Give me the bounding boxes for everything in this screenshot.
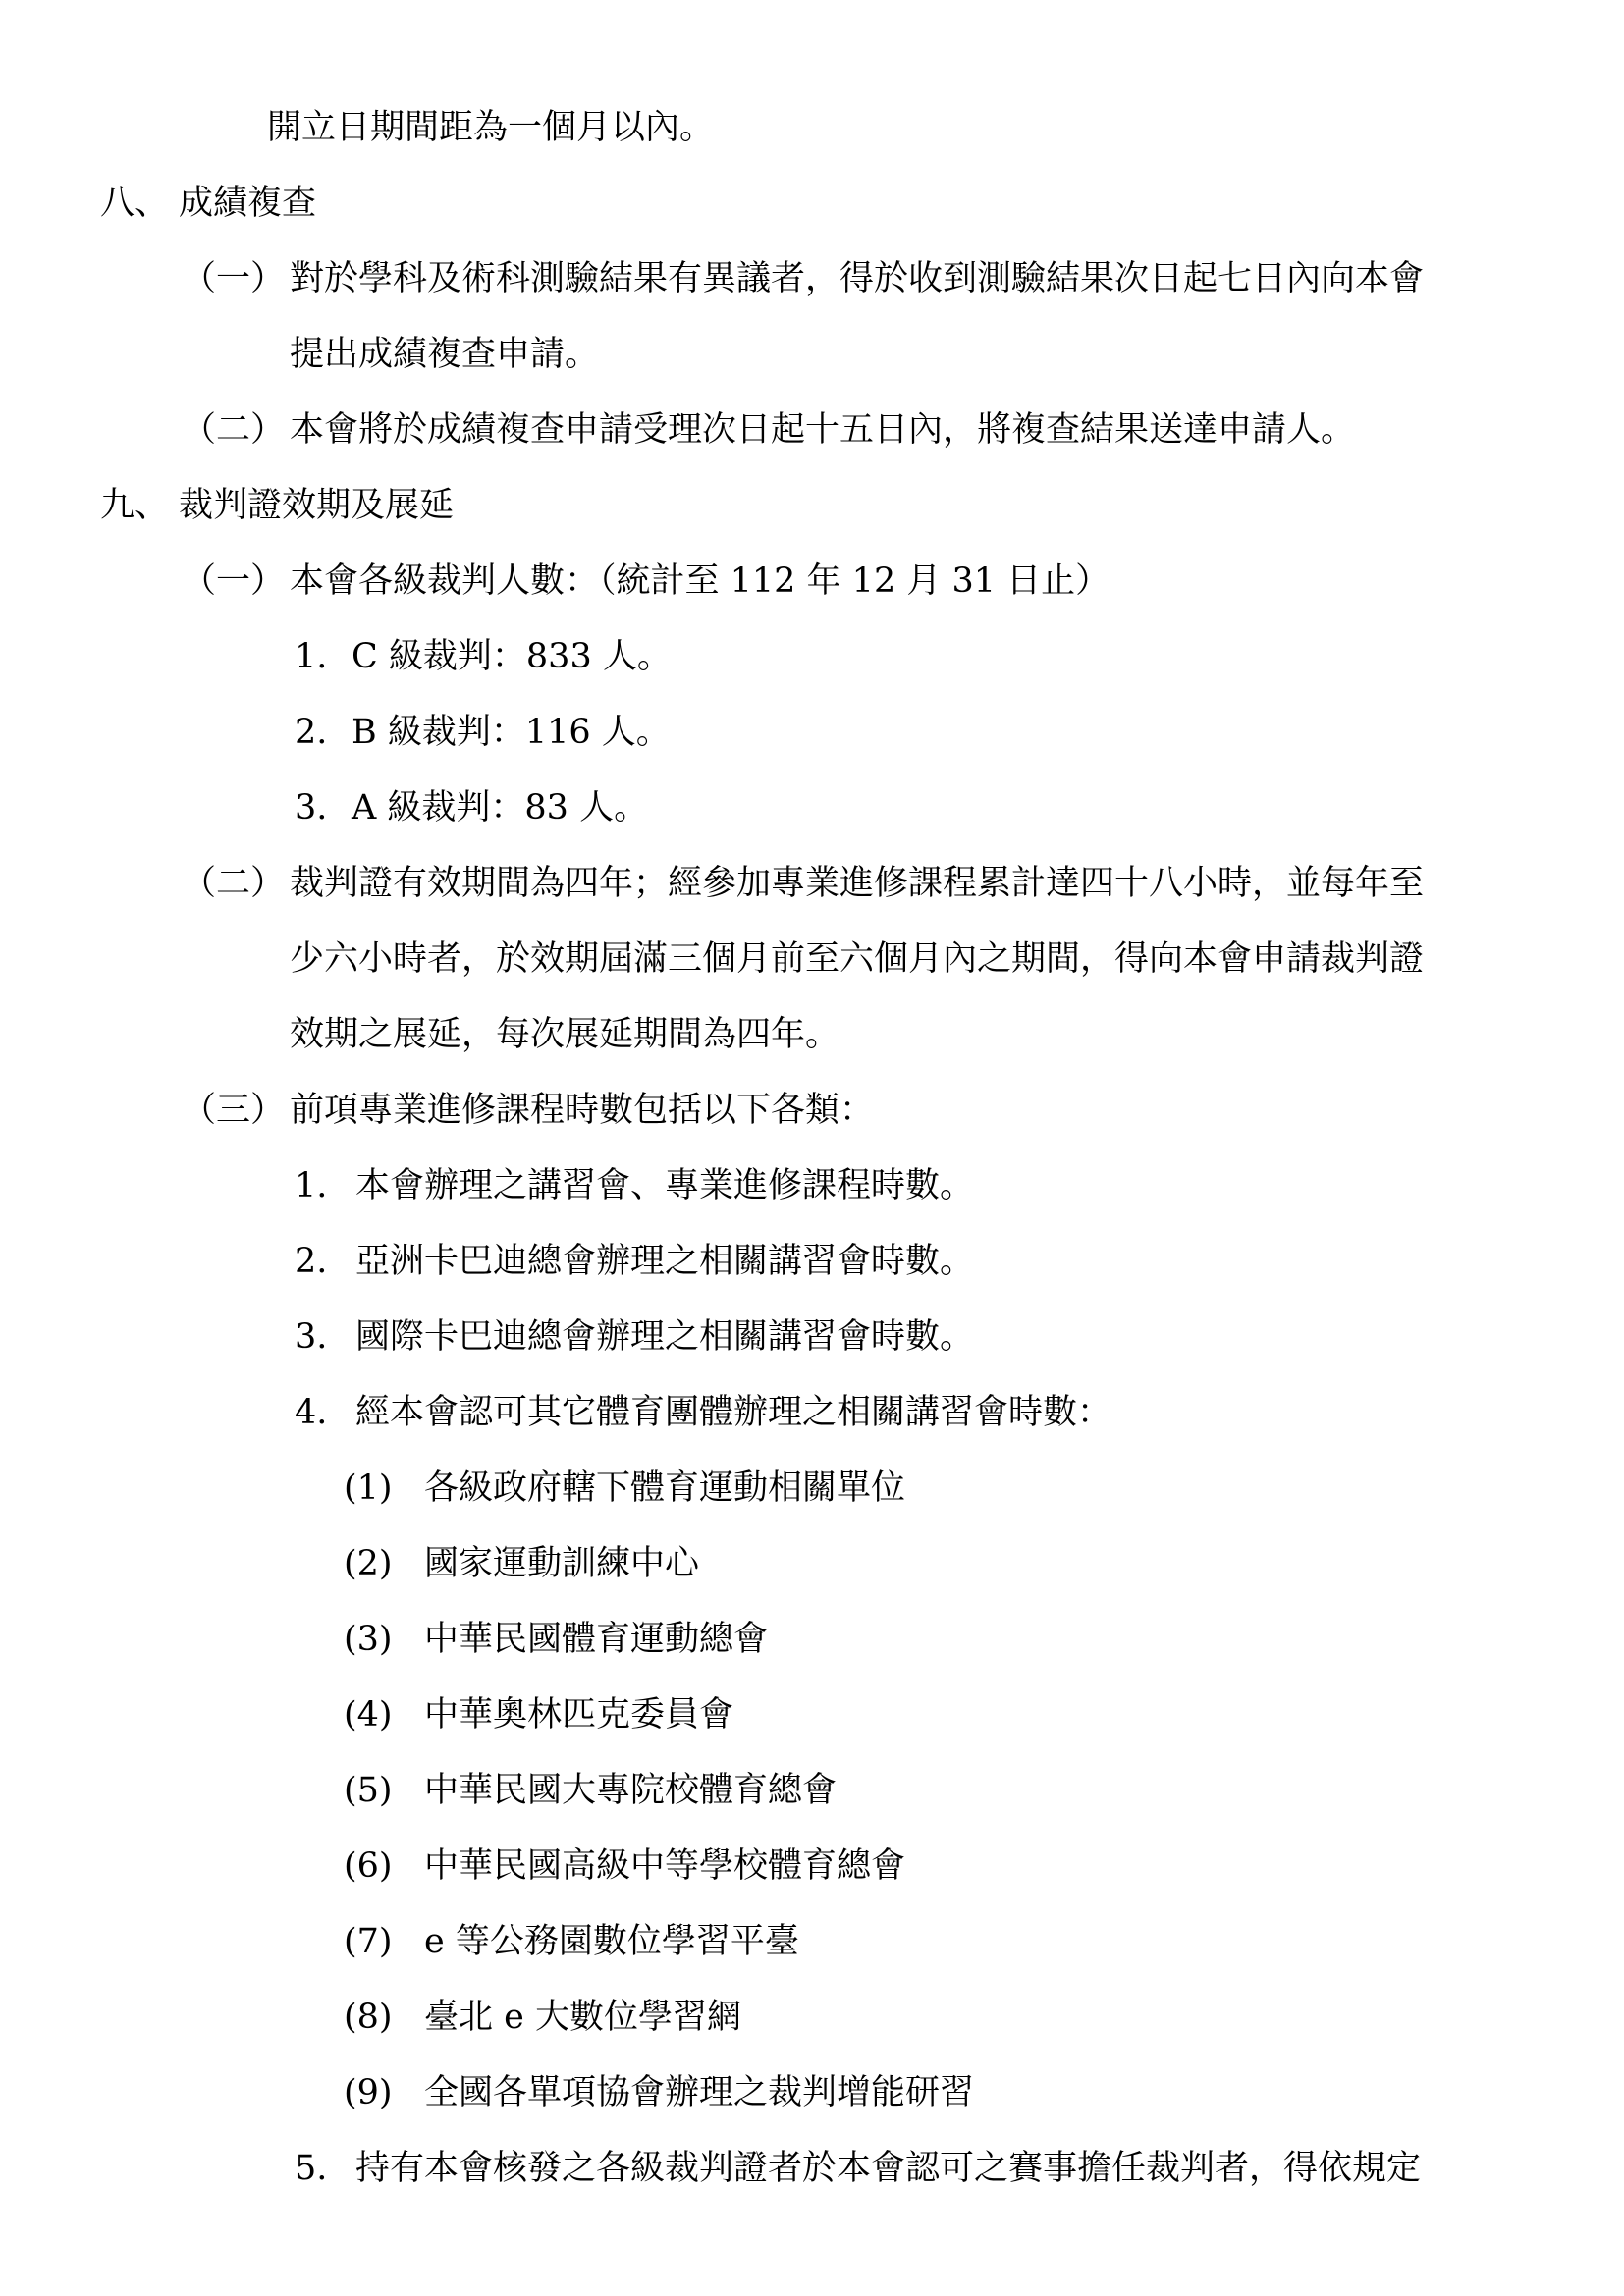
body-line-continuation: [290, 937, 1424, 981]
list-text: 經本會認可其它體育團體辦理之相關講習會時數：: [355, 1393, 1112, 1432]
list-number: 3.: [295, 1317, 328, 1357]
line-text: 開立日期間距為一個月以內。: [267, 108, 715, 147]
sub-list-item: [344, 1693, 733, 1736]
section-label: 八、: [100, 184, 170, 223]
sub-list-number: (5): [344, 1771, 393, 1810]
body-line-continuation: [267, 106, 714, 149]
clause-text: 前項專業進修課程時數包括以下各類：: [290, 1091, 875, 1130]
sub-list-number: (3): [344, 1620, 393, 1659]
body-line-continuation: [290, 333, 599, 376]
section-heading-8: [100, 182, 316, 225]
list-item: [295, 2147, 1421, 2190]
list-number: 2.: [295, 1242, 328, 1281]
sub-list-item: [344, 1618, 768, 1661]
list-item: [295, 786, 648, 829]
section-title: 成績複查: [179, 184, 317, 223]
sub-list-number: (2): [344, 1544, 393, 1583]
sub-list-item: [344, 1467, 905, 1510]
list-number: 5.: [295, 2149, 328, 2188]
clause-item: [182, 1089, 874, 1132]
sub-list-item: [344, 2071, 974, 2114]
list-item: [295, 1240, 974, 1283]
clause-text: 裁判證有效期間為四年；經參加專業進修課程累計達四十八小時，並每年至: [290, 864, 1425, 903]
list-text: C 級裁判：833 人。: [352, 637, 672, 676]
list-text: B 級裁判：116 人。: [352, 713, 671, 752]
sub-list-text: e 等公務園數位學習平臺: [424, 1922, 799, 1961]
clause-label: （一）: [182, 561, 286, 601]
list-text: 亞洲卡巴迪總會辦理之相關講習會時數。: [355, 1242, 975, 1281]
sub-list-item: [344, 1996, 741, 2039]
list-number: 3.: [295, 788, 328, 828]
list-item: [295, 1391, 1111, 1434]
list-text: 本會辦理之講習會、專業進修課程時數。: [355, 1166, 975, 1205]
list-item: [295, 711, 671, 754]
clause-item: [182, 862, 1424, 905]
sub-list-text: 中華民國高級中等學校體育總會: [424, 1846, 906, 1886]
clause-label: （一）: [182, 259, 286, 298]
sub-list-number: (1): [344, 1468, 393, 1508]
sub-list-number: (8): [344, 1998, 393, 2037]
list-number: 1.: [295, 637, 328, 676]
list-number: 1.: [295, 1166, 328, 1205]
sub-list-text: 全國各單項協會辦理之裁判增能研習: [424, 2073, 975, 2112]
sub-list-text: 中華民國體育運動總會: [424, 1620, 769, 1659]
sub-list-item: [344, 1920, 799, 1963]
clause-item: [182, 560, 1110, 603]
sub-list-number: (7): [344, 1922, 393, 1961]
sub-list-item: [344, 1542, 699, 1585]
list-item: [295, 1164, 974, 1207]
list-text: 持有本會核發之各級裁判證者於本會認可之賽事擔任裁判者，得依規定: [355, 2149, 1422, 2188]
clause-text: 本會將於成績複查申請受理次日起十五日內，將複查結果送達申請人。: [290, 410, 1356, 450]
clause-label: （二）: [182, 864, 286, 903]
section-heading-9: [100, 484, 454, 527]
line-text: 效期之展延，每次展延期間為四年。: [290, 1015, 840, 1054]
section-title: 裁判證效期及展延: [179, 486, 455, 525]
sub-list-number: (4): [344, 1695, 393, 1735]
sub-list-item: [344, 1844, 905, 1888]
sub-list-number: (6): [344, 1846, 393, 1886]
clause-text: 對於學科及術科測驗結果有異議者，得於收到測驗結果次日起七日內向本會: [290, 259, 1425, 298]
list-item: [295, 635, 672, 678]
list-text: 國際卡巴迪總會辦理之相關講習會時數。: [355, 1317, 975, 1357]
clause-text: 本會各級裁判人數：（統計至 112 年 12 月 31 日止）: [290, 561, 1110, 601]
sub-list-number: (9): [344, 2073, 393, 2112]
clause-label: （二）: [182, 410, 286, 450]
section-label: 九、: [100, 486, 170, 525]
line-text: 少六小時者，於效期屆滿三個月前至六個月內之期間，得向本會申請裁判證: [290, 939, 1425, 979]
sub-list-text: 中華民國大專院校體育總會: [424, 1771, 838, 1810]
list-number: 4.: [295, 1393, 328, 1432]
sub-list-text: 各級政府轄下體育運動相關單位: [424, 1468, 906, 1508]
sub-list-text: 國家運動訓練中心: [424, 1544, 700, 1583]
sub-list-text: 中華奧林匹克委員會: [424, 1695, 734, 1735]
clause-item: [182, 408, 1355, 452]
clause-item: [182, 257, 1424, 300]
clause-label: （三）: [182, 1091, 286, 1130]
list-item: [295, 1315, 974, 1359]
body-line-continuation: [290, 1013, 839, 1056]
line-text: 提出成績複查申請。: [290, 335, 600, 374]
list-number: 2.: [295, 713, 328, 752]
list-text: A 級裁判：83 人。: [352, 788, 649, 828]
sub-list-item: [344, 1769, 837, 1812]
sub-list-text: 臺北 e 大數位學習網: [424, 1998, 741, 2037]
